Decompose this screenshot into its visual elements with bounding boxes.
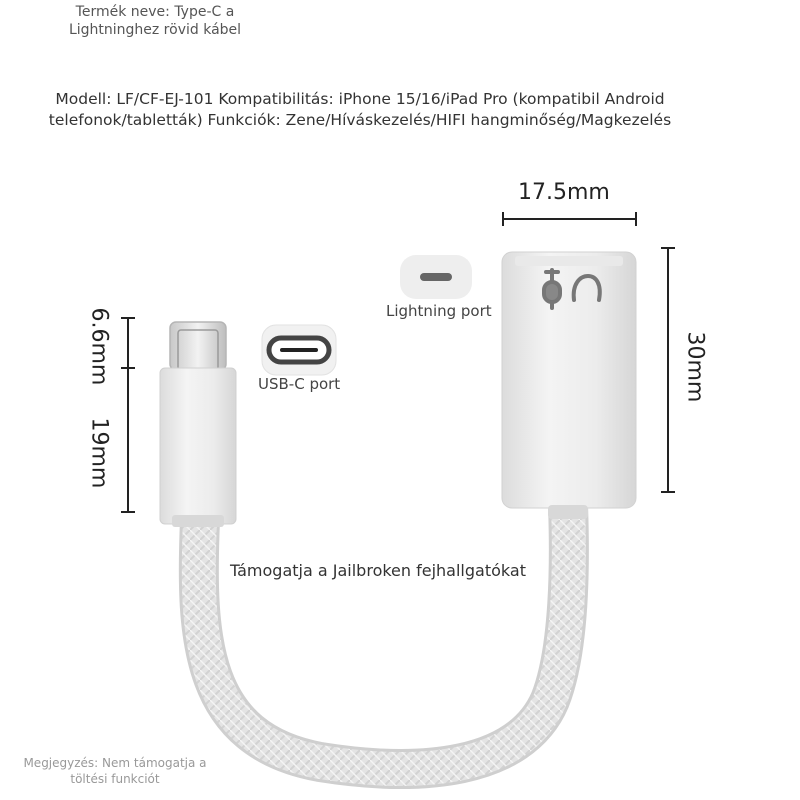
lightning-port-icon	[400, 255, 472, 299]
product-specs: Modell: LF/CF-EJ-101 Kompatibilitás: iPhone 15/16/iPad Pro (kompatibil Android telefonok/tabletták) Funkciók: Zene/Híváskezelés/HIFI hangminőség/Magkezelés	[48, 90, 672, 129]
headphone-support-text: Támogatja a Jailbroken fejhallgatókat	[230, 561, 526, 580]
height-dimension-label: 30mm	[682, 331, 708, 403]
lightning-adapter-body	[502, 252, 636, 519]
charging-note: Megjegyzés: Nem támogatja a töltési funkciót	[23, 756, 207, 786]
usb-c-port-icon	[262, 325, 336, 375]
product-title: Termék neve: Type-C a Lightninghez rövid kábel	[68, 4, 242, 38]
braided-cable	[199, 505, 569, 769]
width-dimension-label: 17.5mm	[518, 180, 610, 205]
usb-c-plug	[160, 322, 236, 527]
body-dimension-label: 19mm	[86, 417, 112, 489]
tip-dimension-label: 6.6mm	[86, 307, 112, 386]
lightning-port-label: Lightning port	[386, 302, 492, 320]
usb-c-port-label: USB-C port	[258, 375, 341, 393]
